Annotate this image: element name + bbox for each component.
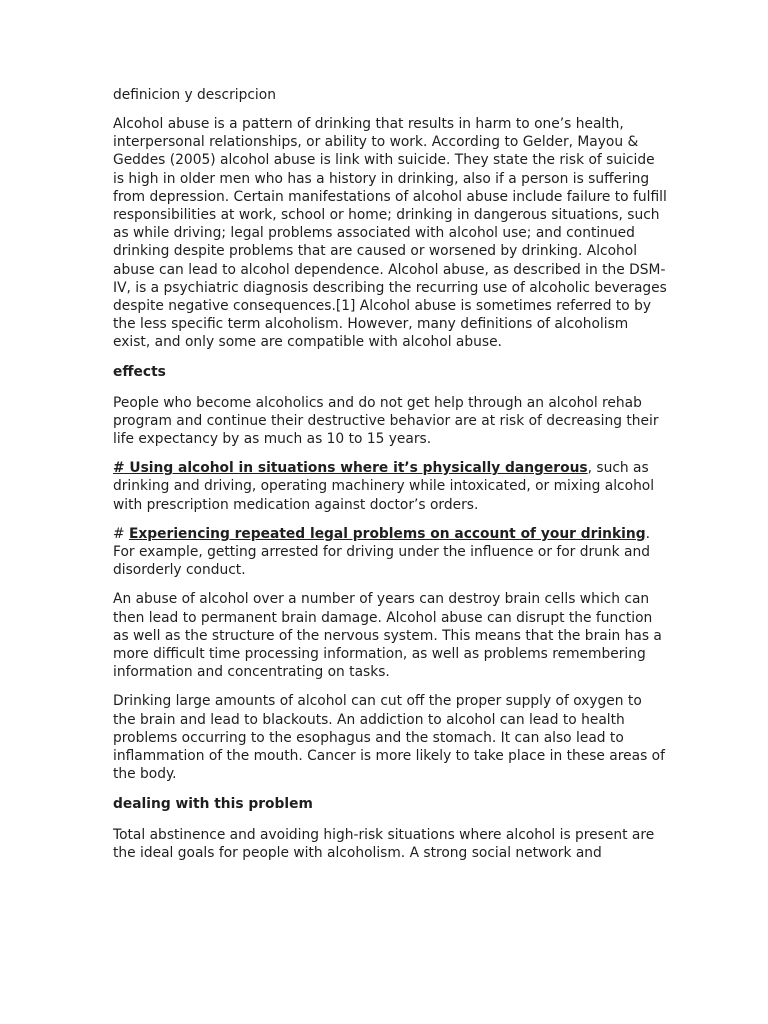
effects-list-item: [113, 459, 668, 514]
effects-item-emphasis: # Using alcohol in situations where it’s physically dangerous: [113, 460, 588, 477]
effects-item-text: . For example, getting arrested for driving under the influence or for drunk and disorderly conduct.: [113, 525, 650, 579]
effects-section-title: effects: [113, 363, 166, 380]
health-problems-paragraph: Drinking large amounts of alcohol can cut off the proper supply of oxygen to the brain and lead to blackouts. An addiction to alcohol can lead to health problems occurring to the esophagus and the stomach. It can also lead to inflammation of the mouth. Cancer is more likely to take place in these areas of the body.: [113, 693, 665, 783]
document-heading: definicion y descripcion: [113, 87, 276, 103]
intro-paragraph: Alcohol abuse is a pattern of drinking that results in harm to one’s health, interpersonal relationships, or ability to work. According to Gelder, Mayou & Geddes (2005) alcohol abuse is link with suicide. They state the risk of suicide is high in older men who has a history in drinking, also if a person is suffering from depression. Certain manifestations of alcohol abuse include failure to fulfill responsibilities at work, school or home; drinking in dangerous situations, such as while driving; legal problems associated with alcohol use; and continued drinking despite problems that are caused or worsened by drinking. Alcohol abuse can lead to alcohol dependence. Alcohol abuse, as described in the DSM-IV, is a psychiatric diagnosis describing the recurring use of alcoholic beverages despite negative consequences.[1] Alcohol abuse is sometimes referred to by the less specific term alcoholism. However, many definitions of alcoholism exist, and only some are compatible with alcohol abuse.: [113, 116, 667, 351]
effects-item-text: , such as drinking and driving, operating machinery while intoxicated, or mixing alcohol with prescription medication against doctor’s orders.: [113, 460, 655, 513]
dealing-paragraph: Total abstinence and avoiding high-risk situations where alcohol is present are the ideal goals for people with alcoholism. A strong social network and: [113, 826, 655, 861]
effects-item-emphasis: Experiencing repeated legal problems on account of your drinking: [128, 525, 646, 542]
effects-list-item: [113, 525, 668, 580]
effects-paragraph: People who become alcoholics and do not get help through an alcohol rehab program and continue their destructive behavior are at risk of decreasing their life expectancy by as much as 10 to 15 years.: [113, 394, 659, 448]
dealing-section-title: dealing with this problem: [113, 795, 313, 812]
effects-item-prefix: #: [113, 525, 129, 542]
brain-damage-paragraph: An abuse of alcohol over a number of years can destroy brain cells which can then lead to permanent brain damage. Alcohol abuse can disrupt the function as well as the structure of the nervous system. This means that the brain has a more difficult time processing information, as well as problems remembering information and concentrating on tasks.: [113, 591, 662, 681]
